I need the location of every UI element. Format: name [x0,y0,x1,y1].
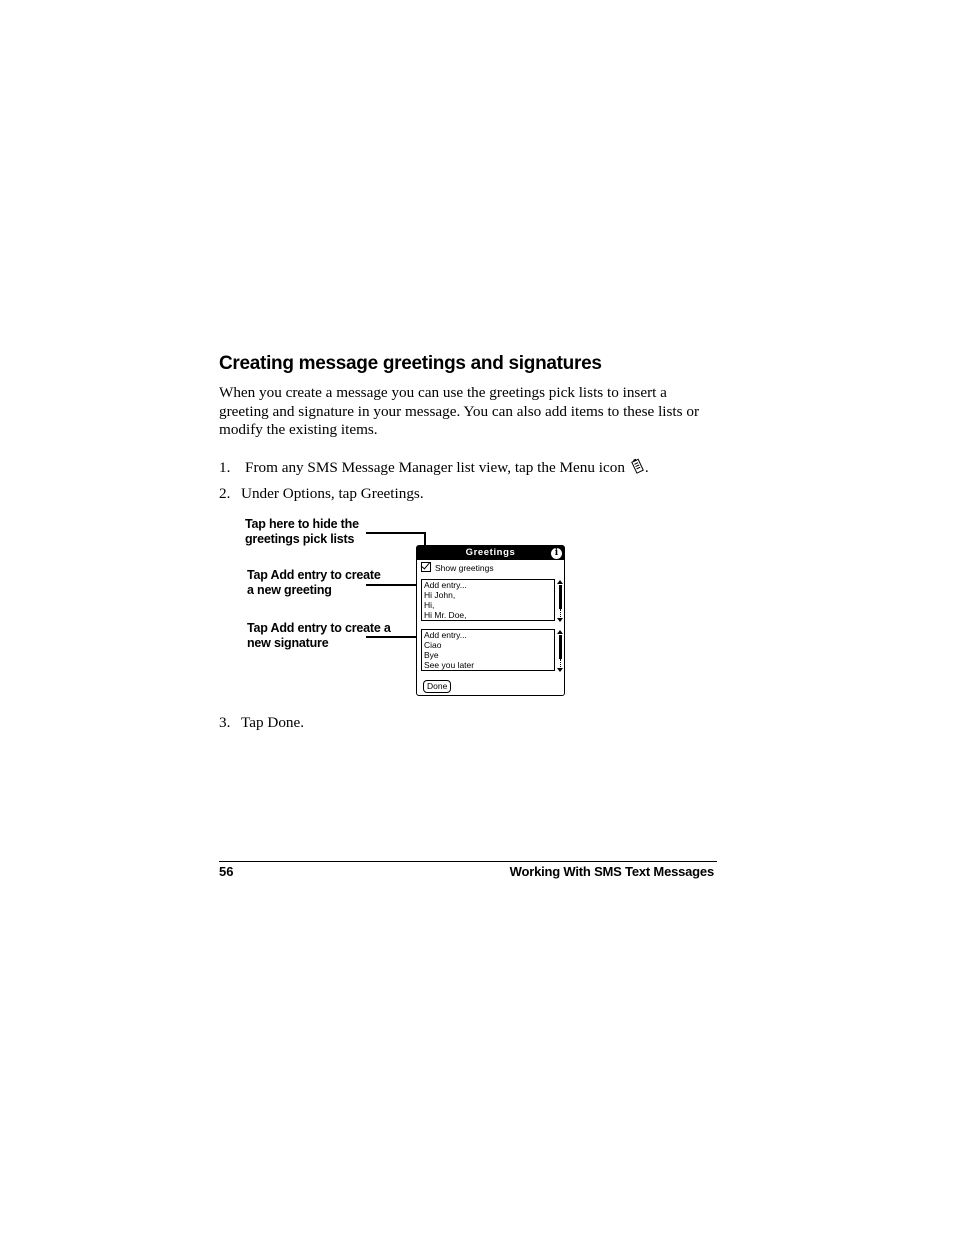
running-title: Working With SMS Text Messages [509,864,714,879]
step-1 [219,458,649,479]
step-2 [219,485,424,503]
step-number: 1. [219,459,231,476]
signatures-list [421,629,555,671]
screen-title: Greetings [465,547,516,558]
step-number: 3. [219,714,231,731]
scroll-up-arrow-icon[interactable] [557,630,563,634]
show-greetings-label: Show greetings [435,563,494,573]
signatures-scrollbar[interactable] [557,630,565,672]
callout-new-greeting: Tap Add entry to create a new greeting [247,568,381,597]
intro-paragraph: When you create a message you can use the greetings pick lists to insert a greeting and signature in your message. You can also add items to these lists or modify the existing items. [219,384,700,438]
leader-hide-horizontal [366,532,425,534]
step-suffix: . [644,459,649,476]
done-button[interactable]: Done [423,680,451,693]
list-item[interactable]: Hi Mr. Doe, [424,610,467,620]
check-icon[interactable] [421,562,431,572]
step-text: Under Options, tap Greetings. [241,485,424,502]
callout-hide-greetings: Tap here to hide the greetings pick lists [245,517,359,546]
footer-rule [219,861,717,862]
scroll-thumb[interactable] [559,585,562,609]
greetings-scrollbar[interactable] [557,580,565,622]
scroll-thumb[interactable] [559,635,562,659]
list-item[interactable]: Bye [424,650,439,660]
list-item[interactable]: Add entry... [424,580,467,590]
section-heading: Creating message greetings and signatures [219,353,602,374]
info-icon[interactable]: i [551,548,562,559]
scroll-down-arrow-icon[interactable] [557,668,563,672]
step-text: Tap Done. [241,714,305,731]
step-number: 2. [219,485,231,502]
page-number: 56 [219,864,234,879]
greetings-list [421,579,555,621]
scroll-track [560,609,562,617]
scroll-track [560,659,562,667]
scroll-down-arrow-icon[interactable] [557,618,563,622]
leader-signature [366,636,420,638]
screen-title-bar [417,546,564,560]
scroll-up-arrow-icon[interactable] [557,580,563,584]
show-greetings-checkbox[interactable] [421,562,494,574]
list-item[interactable]: Add entry... [424,630,467,640]
callout-new-signature: Tap Add entry to create a new signature [247,621,391,650]
list-item[interactable]: Hi, [424,600,435,610]
leader-greeting [366,584,420,586]
list-item[interactable]: Hi John, [424,590,456,600]
list-item[interactable]: Ciao [424,640,442,650]
step-text: From any SMS Message Manager list view, tap the Menu icon [245,459,625,476]
step-3 [219,714,304,732]
menu-icon [631,458,645,479]
greetings-screen [416,545,565,696]
list-item[interactable]: See you later [424,660,475,670]
